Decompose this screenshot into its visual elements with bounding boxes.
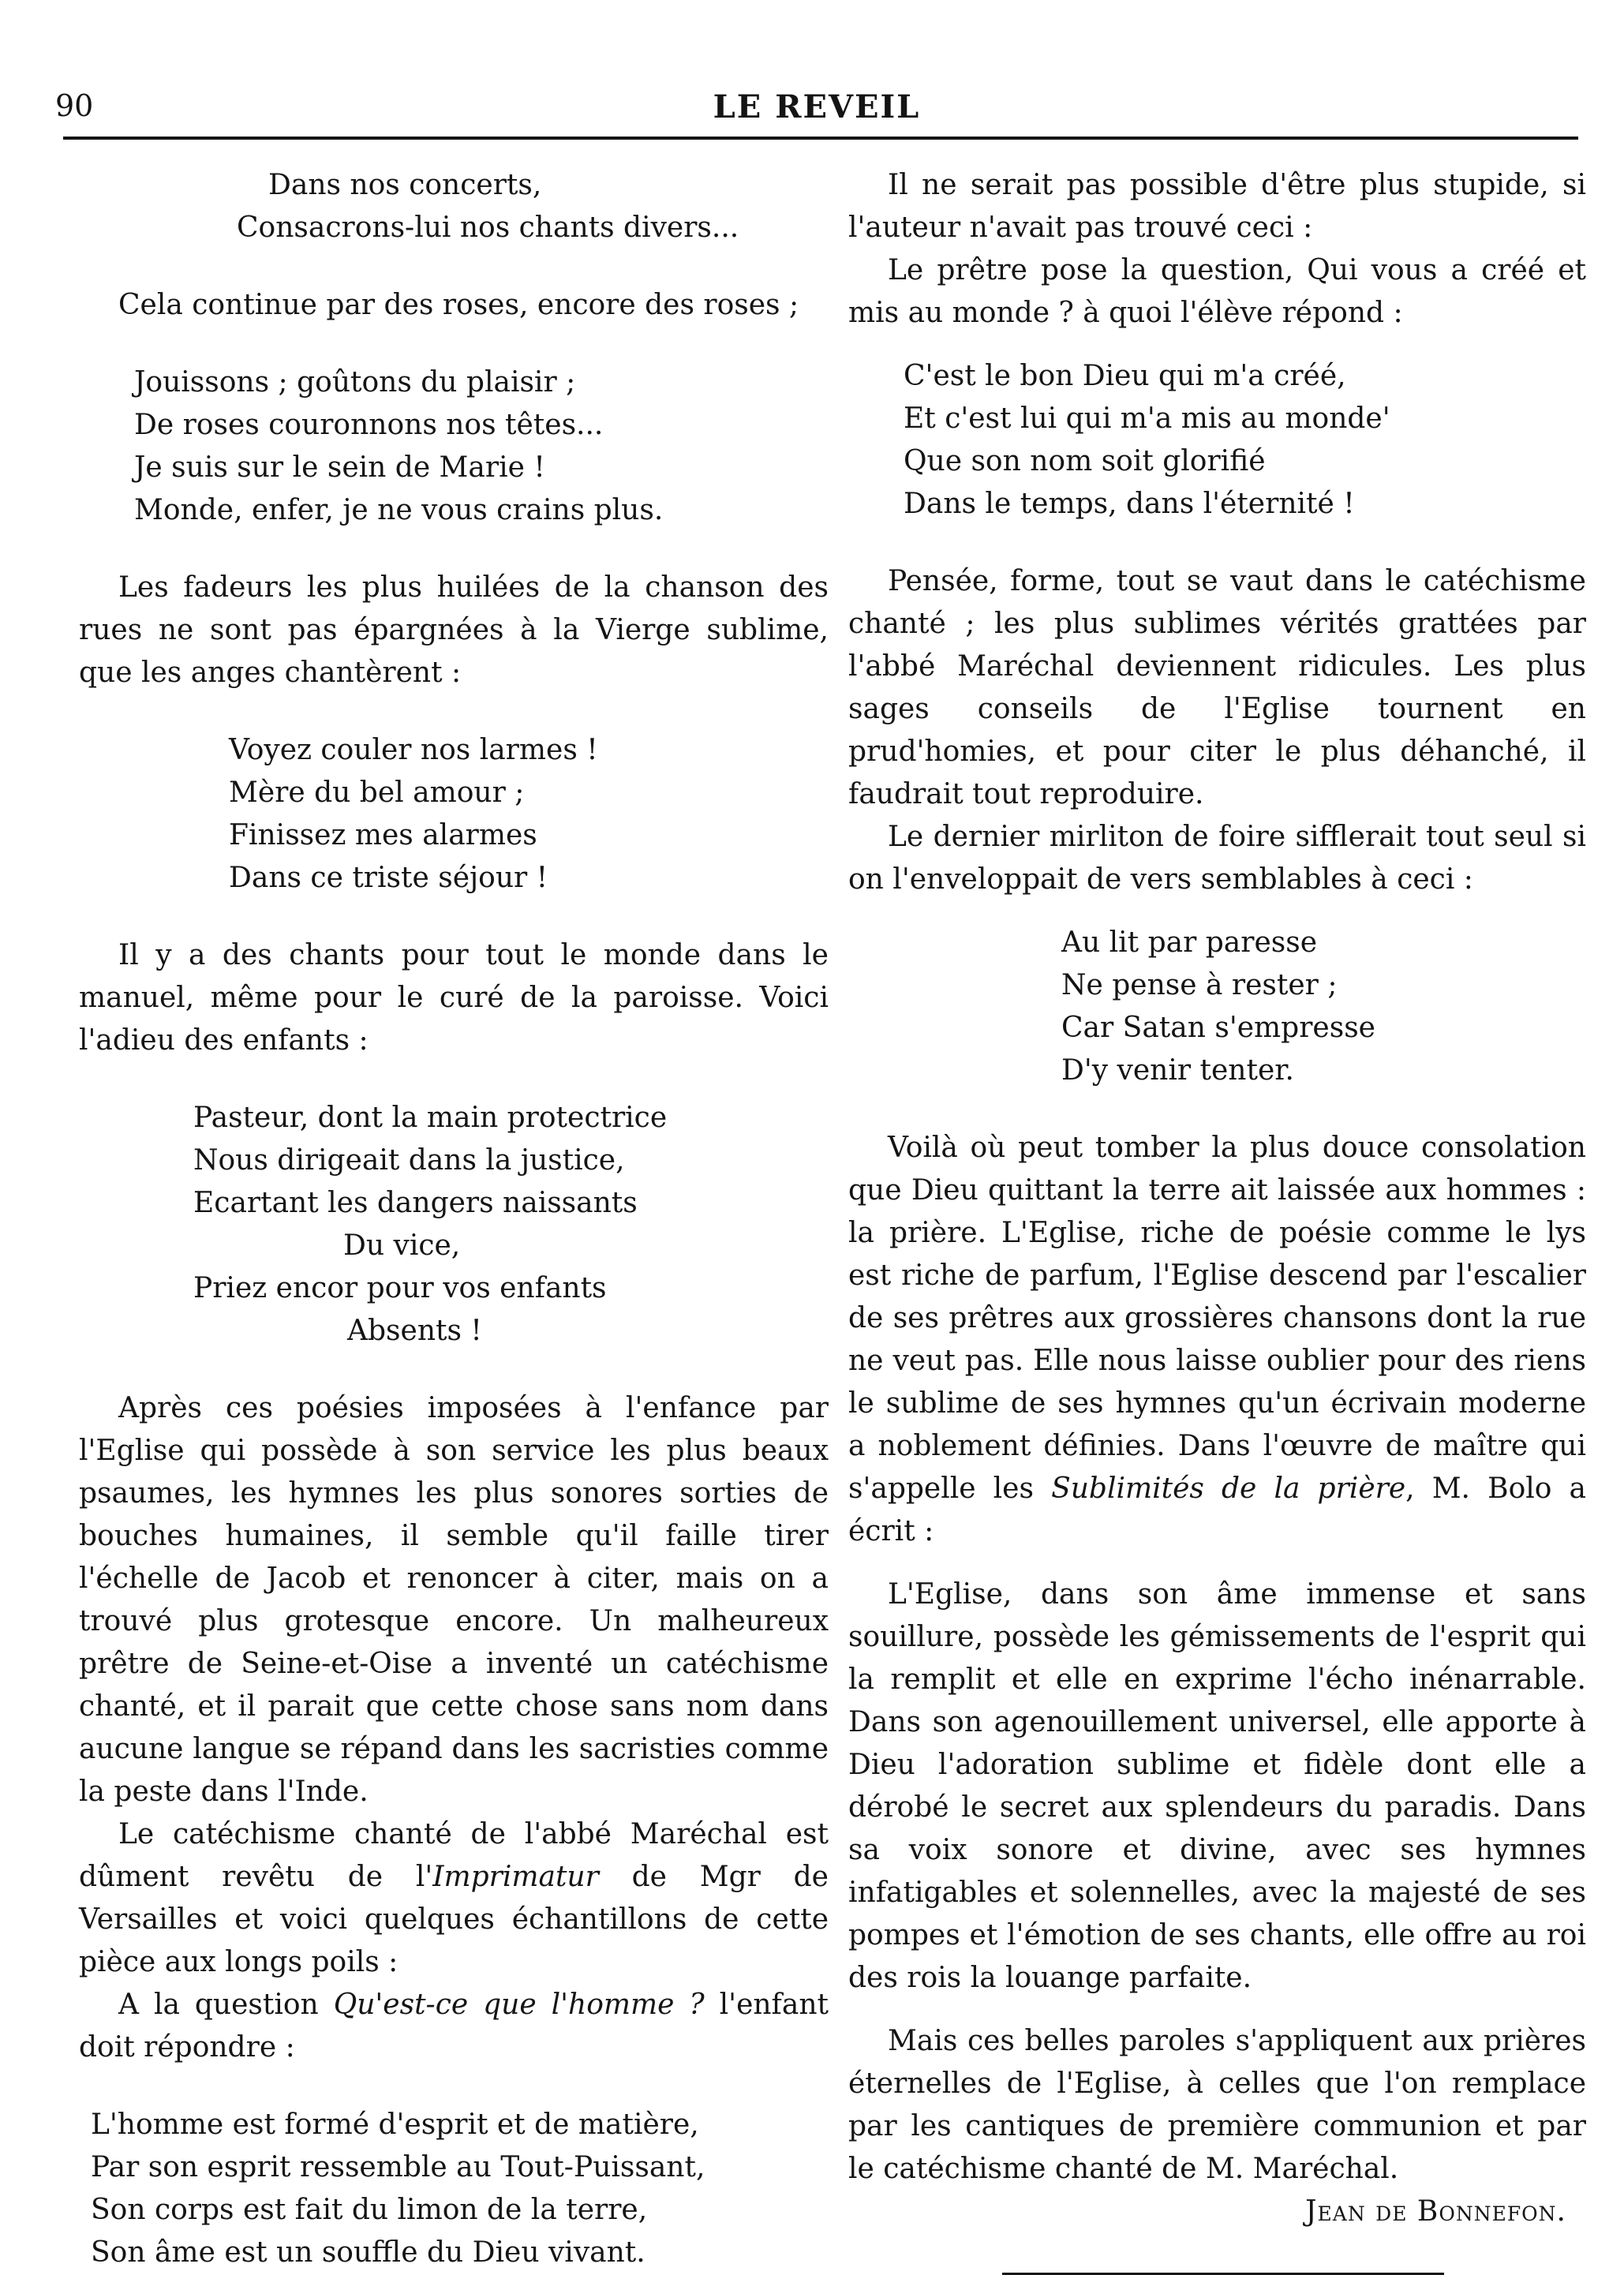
left-column	[79, 164, 829, 2274]
verse-jouissons	[79, 361, 829, 532]
verse-line: L'homme est formé d'esprit et de matière,	[91, 2108, 699, 2141]
paragraph: Les fadeurs les plus huilées de la chanson des rues ne sont pas épargnées à la Vierge sublime, que les anges chantèrent :	[79, 571, 829, 689]
paragraph: Le catéchisme chanté de l'abbé Maréchal est dûment revêtu de l'Imprimatur de Mgr de Versailles et voici quelques échantillons de cette pièce aux longs poils :	[79, 1818, 829, 1978]
verse-line: Nous dirigeait dans la justice,	[193, 1144, 625, 1177]
verse-line: Et c'est lui qui m'a mis au monde'	[904, 402, 1390, 435]
verse-line: Par son esprit ressemble au Tout-Puissant,	[91, 2151, 705, 2183]
verse-bon-dieu	[848, 355, 1586, 526]
verse-line: De roses couronnons nos têtes...	[134, 409, 604, 441]
running-title: LE REVEIL	[713, 88, 921, 125]
paragraph: Il y a des chants pour tout le monde dans le manuel, même pour le curé de la paroisse. Voici l'adieu des enfants :	[79, 939, 829, 1057]
paragraph: A la question Qu'est-ce que l'homme ? l'enfant doit répondre :	[79, 1989, 829, 2064]
verse-concerts	[79, 164, 829, 249]
paragraph: Après ces poésies imposées à l'enfance par l'Eglise qui possède à son service les plus beaux psaumes, les hymnes les plus sonores sorties de bouches humaines, il semble qu'il faille tirer l'échelle de Jacob et renoncer à citer, mais on a trouvé plus grotesque encore. Un malheureux prêtre de Seine-et-Oise a inventé un catéchisme chanté, et il parait que cette chose sans nom dans aucune langue se répand dans les sacristies comme la peste dans l'Inde.	[79, 1392, 829, 1808]
paragraph: Mais ces belles paroles s'appliquent aux prières éternelles de l'Eglise, à celles que l'on remplace par les cantiques de première communion et par le catéchisme chanté de M. Maréchal.	[848, 2025, 1586, 2185]
header-rule	[63, 137, 1578, 140]
verse-line: Consacrons-lui nos chants divers...	[237, 211, 739, 244]
page-header	[55, 88, 1578, 136]
paragraph: Il ne serait pas possible d'être plus stupide, si l'auteur n'avait pas trouvé ceci :	[848, 169, 1586, 244]
right-column	[848, 164, 1586, 2275]
verse-paresse	[848, 922, 1586, 1092]
verse-line: Au lit par paresse	[1061, 926, 1317, 959]
verse-line: Priez encor pour vos enfants	[193, 1272, 607, 1304]
verse-larmes	[79, 729, 829, 900]
verse-line: Absents !	[347, 1315, 482, 1347]
verse-pasteur	[79, 1097, 829, 1353]
verse-homme	[79, 2104, 829, 2274]
verse-line: Mère du bel amour ;	[229, 776, 525, 809]
paragraph: Voilà où peut tomber la plus douce consolation que Dieu quittant la terre ait laissée aux hommes : la prière. L'Eglise, riche de poésie comme le lys est riche de parfum, l'Eglise descend par l'escalier de ses prêtres aux grossières chansons dont la rue ne veut pas. Elle nous laisse oublier pour des riens le sublime de ses hymnes qu'un écrivain moderne a noblement définies. Dans l'œuvre de maître qui s'appelle les Sublimités de la prière, M. Bolo a écrit :	[848, 1132, 1586, 1547]
verse-line: Dans le temps, dans l'éternité !	[904, 488, 1355, 520]
paragraph: Le dernier mirliton de foire sifflerait tout seul si on l'enveloppait de vers semblables à ceci :	[848, 821, 1586, 896]
verse-line: Son âme est un souffle du Dieu vivant.	[91, 2236, 645, 2269]
verse-line: Pasteur, dont la main protectrice	[193, 1102, 668, 1134]
quotation: L'Eglise, dans son âme immense et sans souillure, possède les gémissements de l'esprit qui la remplit et elle en exprime l'écho inénarrable. Dans son agenouillement universel, elle apporte à Dieu l'adoration sublime et fidèle dont elle a dérobé le secret aux splendeurs du paradis. Dans sa voix sonore et divine, avec ses hymnes infatigables et solennelles, avec la majesté de ses pompes et l'émotion de ses chants, elle offre au roi des rois la louange parfaite.	[848, 1578, 1586, 1994]
verse-line: Ne pense à rester ;	[1061, 969, 1338, 1001]
paragraph: Le prêtre pose la question, Qui vous a créé et mis au monde ? à quoi l'élève répond :	[848, 254, 1586, 329]
signature: Jean de Bonnefon.	[1305, 2195, 1566, 2228]
verse-line: Monde, enfer, je ne vous crains plus.	[134, 494, 664, 526]
verse-line: Que son nom soit glorifié	[904, 445, 1266, 477]
verse-line: Je suis sur le sein de Marie !	[134, 451, 545, 484]
verse-line: Car Satan s'empresse	[1061, 1012, 1375, 1044]
verse-line: Voyez couler nos larmes !	[229, 734, 598, 766]
verse-line: Dans nos concerts,	[268, 169, 542, 201]
verse-line: D'y venir tenter.	[1061, 1054, 1294, 1087]
verse-line: Finissez mes alarmes	[229, 819, 537, 851]
verse-line: Jouissons ; goûtons du plaisir ;	[134, 366, 576, 398]
verse-line: Ecartant les dangers naissants	[193, 1187, 638, 1219]
paragraph: Cela continue par des roses, encore des roses ;	[118, 289, 799, 321]
verse-line: Dans ce triste séjour !	[229, 862, 548, 894]
page-number: 90	[55, 88, 94, 123]
verse-line: Du vice,	[343, 1229, 461, 1262]
paragraph: Pensée, forme, tout se vaut dans le catéchisme chanté ; les plus sublimes vérités grattées par l'abbé Maréchal deviennent ridicules. Les plus sages conseils de l'Eglise tournent en prud'homies, et pour citer le plus déhanché, il faudrait tout reproduire.	[848, 565, 1586, 810]
verse-line: Son corps est fait du limon de la terre,	[91, 2194, 648, 2226]
verse-line: C'est le bon Dieu qui m'a créé,	[904, 360, 1346, 392]
